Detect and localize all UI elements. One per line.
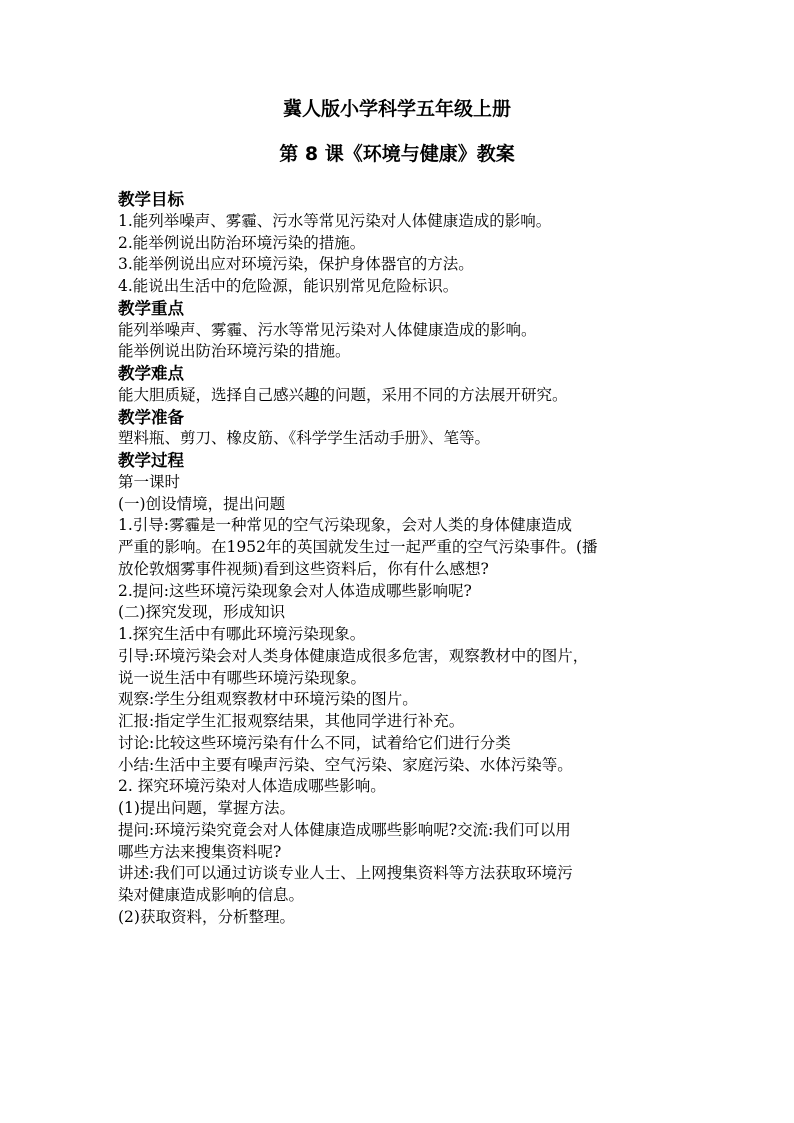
text-line: 观察:学生分组观察教材中环境污染的图片。: [118, 690, 418, 709]
text-line: 小结:生活中主要有噪声污染、空气污染、家庭污染、水体污染等。: [118, 755, 573, 774]
text-line: (二)探究发现，形成知识: [118, 603, 286, 622]
text-line: 塑料瓶、剪刀、橡皮筋、《科学学生活动手册》、笔等。: [118, 429, 491, 448]
text-line: 说一说生活中有哪些环境污染现象。: [118, 668, 367, 687]
text-line: 1.引导:雾霾是一种常见的空气污染现象，会对人类的身体健康造成: [118, 516, 573, 535]
text-line: 汇报:指定学生汇报观察结果，其他同学进行补充。: [118, 712, 465, 730]
text-line: 哪些方法来搜集资料呢?: [118, 842, 282, 861]
text-line: 讨论:比较这些环境污染有什么不同，试着给它们进行分类: [118, 733, 511, 752]
text-line: 讲述:我们可以通过访谈专业人士、上网搜集资料等方法获取环境污: [118, 864, 573, 883]
text-line: 2. 探究环境污染对人体造成哪些影响。: [118, 777, 386, 796]
section-heading: 教学过程: [118, 451, 184, 470]
text-line: 1.探究生活中有哪此环境污染现象。: [118, 625, 366, 643]
text-line: 放伦敦烟雾事件视频)看到这些资料后，你有什么感想?: [118, 559, 489, 578]
text-line: 2.能举例说出防治环境污染的措施。: [118, 233, 366, 252]
text-line: 1.能列举噪声、雾霾、污水等常见污染对人体健康造成的影响。: [118, 211, 552, 230]
document-body: [118, 189, 688, 929]
text-line: (一)创设情境，提出问题: [118, 494, 286, 513]
text-line: 染对健康造成影响的信息。: [118, 886, 305, 904]
section-heading: 教学准备: [118, 407, 184, 427]
section-heading: 教学重点: [118, 298, 184, 318]
text-line: 2.提问:这些环境污染现象会对人体造成哪些影响呢?: [118, 581, 472, 600]
text-line: 能大胆质疑，选择自己感兴趣的问题，采用不同的方法展开研究。: [118, 385, 568, 404]
text-line: 提问:环境污染究竟会对人体健康造成哪些影响呢?交流:我们可以用: [118, 820, 571, 839]
text-line: 引导:环境污染会对人类身体健康造成很多危害，观察教材中的图片，: [118, 646, 589, 665]
text-line: 能列举噪声、雾霾、污水等常见污染对人体健康造成的影响。: [118, 320, 537, 339]
text-line: 4.能说出生活中的危险源，能识别常见危险标识。: [118, 277, 459, 295]
text-line: 第一课时: [118, 472, 181, 491]
text-line: (2)获取资料，分析整理。: [118, 907, 295, 926]
text-line: 3.能举例说出应对环境污染，保护身体器官的方法。: [118, 255, 474, 274]
section-heading: 教学目标: [118, 190, 184, 209]
text-line: 能举例说出防治环境污染的措施。: [118, 342, 351, 361]
text-line: 严重的影响。在1952年的英国就发生过一起严重的空气污染事件。(播: [118, 538, 598, 556]
document-subtitle: 第 8 课《环境与健康》教案: [279, 143, 515, 165]
text-line: (1)提出问题，掌握方法。: [118, 799, 295, 817]
section-heading: 教学难点: [118, 364, 184, 383]
document-title: 冀人版小学科学五年级上册: [282, 98, 511, 120]
